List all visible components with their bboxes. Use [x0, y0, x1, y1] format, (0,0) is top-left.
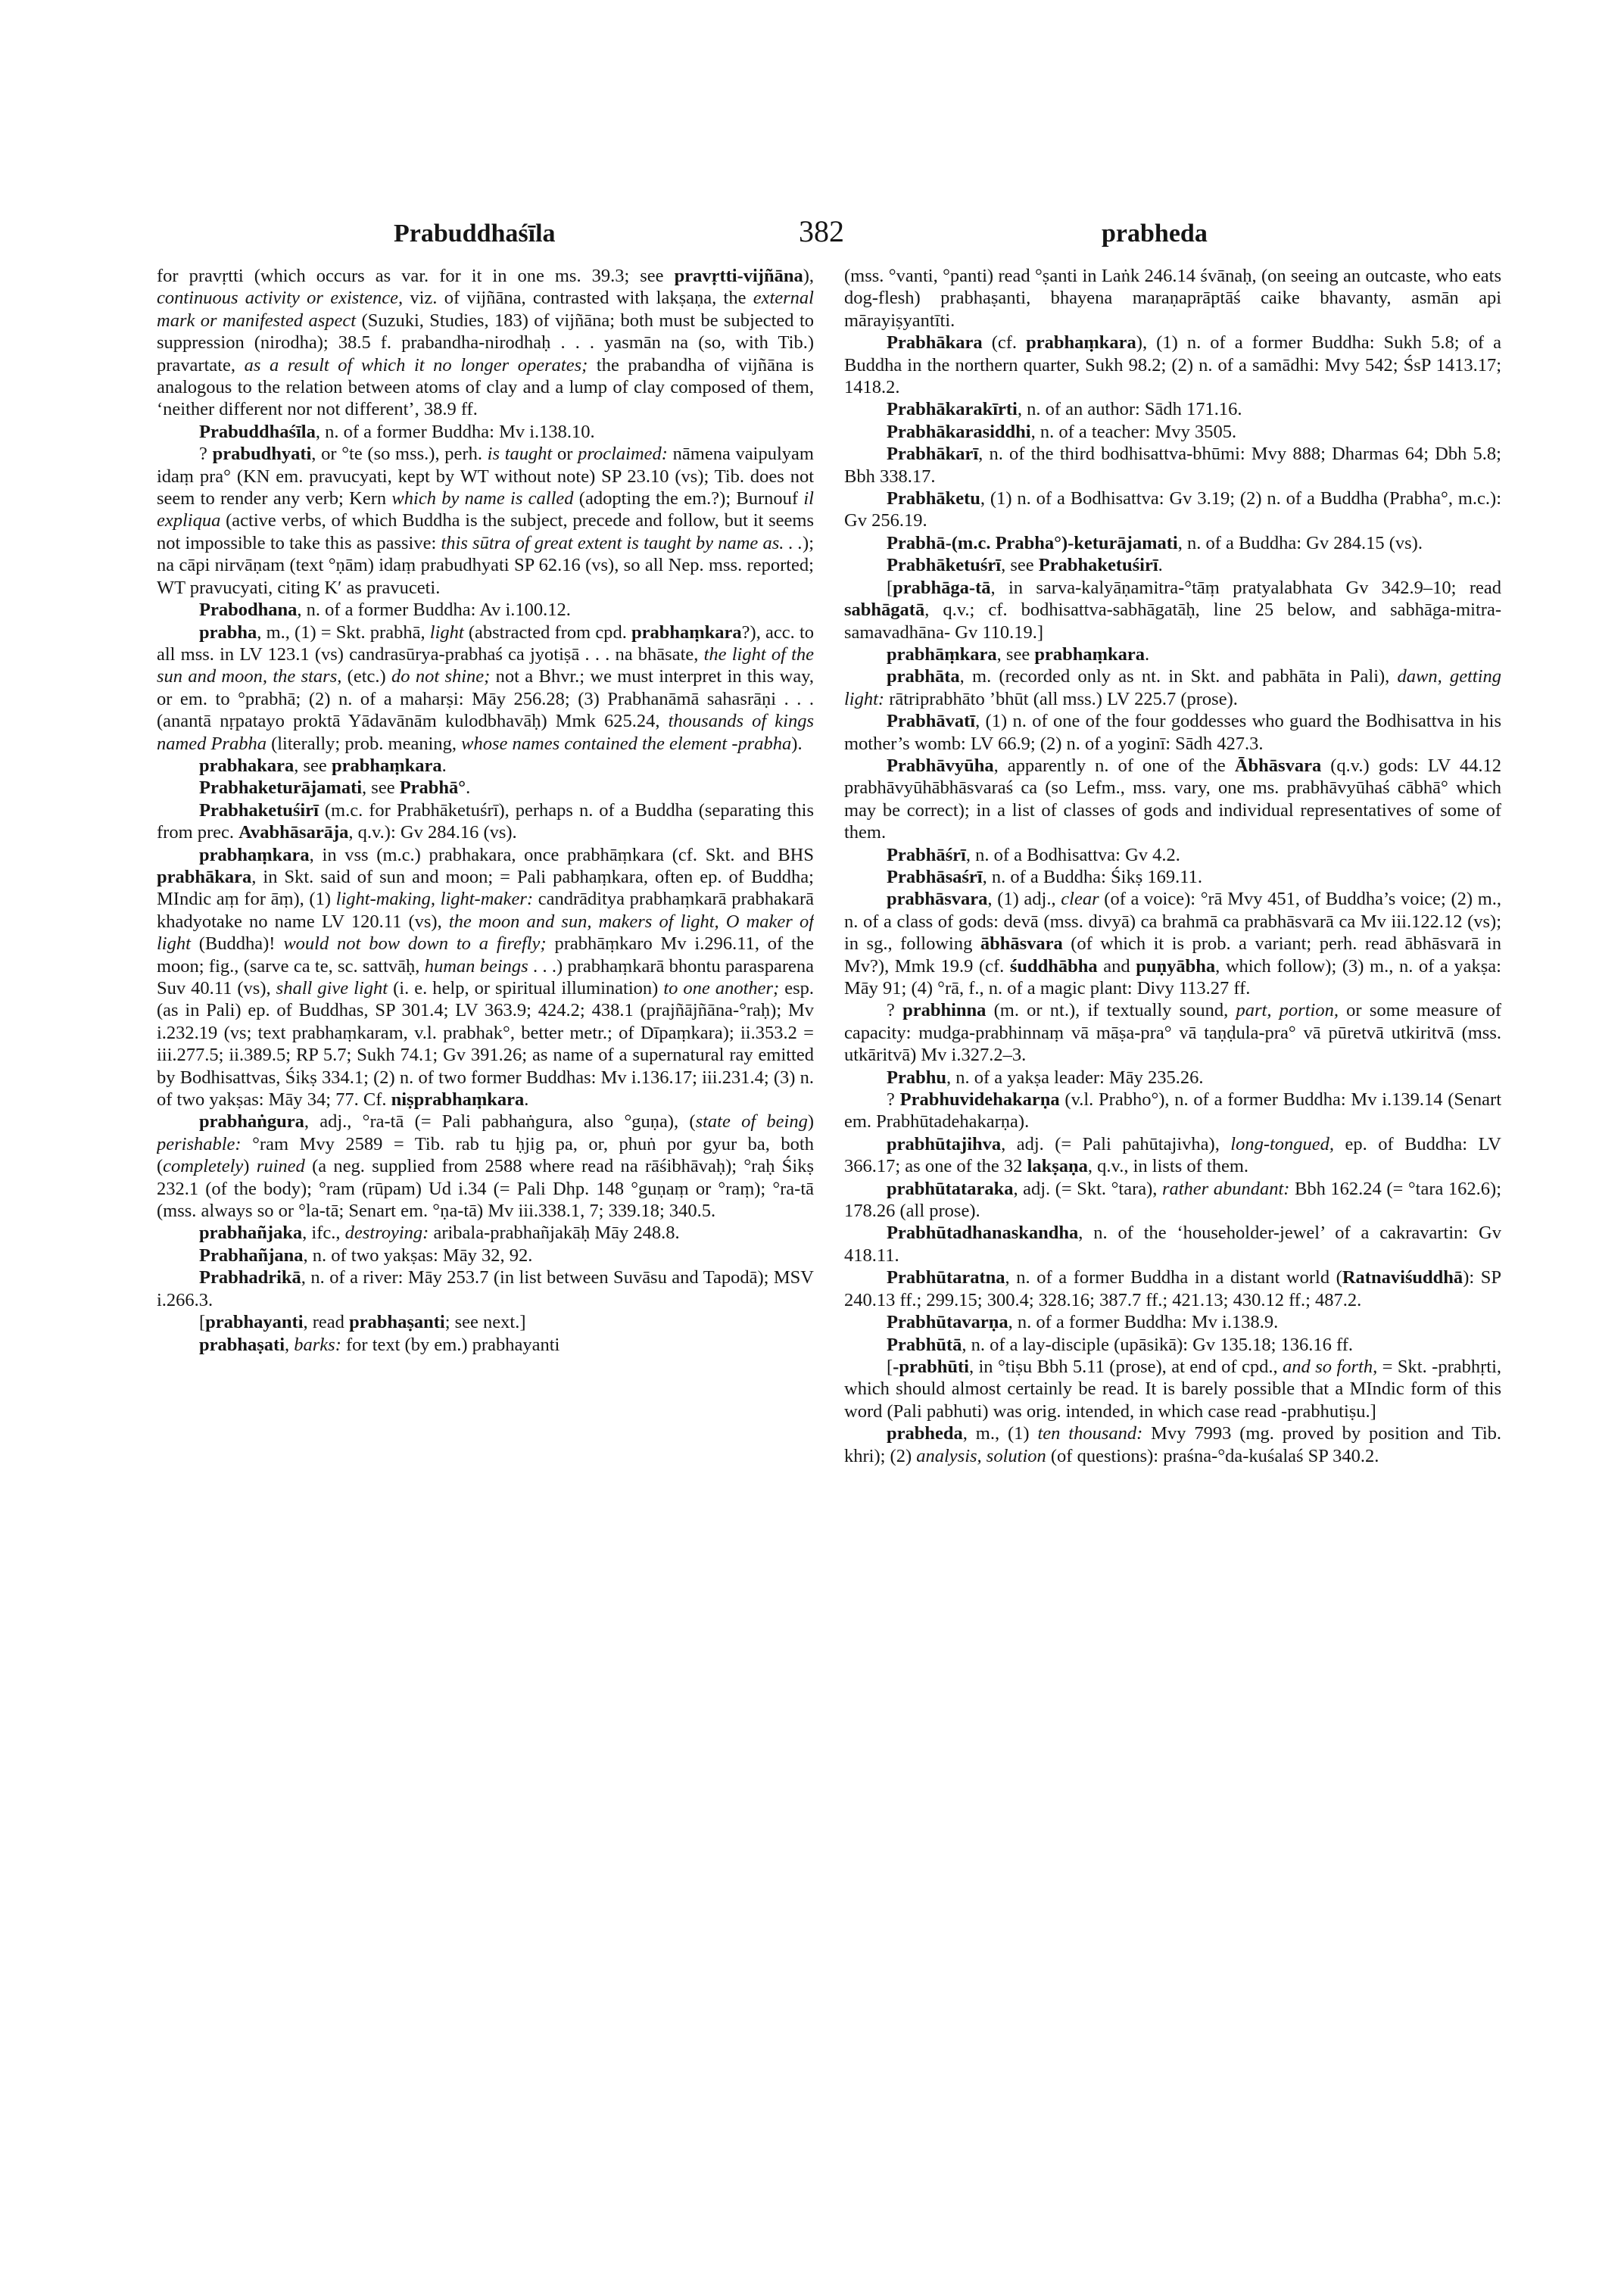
entry-text: or some measure of capacity: mudga-prabhinnaṃ vā māṣa-pra° vā taṇḍula-pra° vā pūretvā utkiritvā (mss. utkāritvā) Mv i.327.2–3.	[844, 1000, 1501, 1066]
entry-text: , in vss (m.c.) prabhakara, once prabhāṃkara (cf. Skt. and BHS	[309, 844, 814, 865]
headword: Prabhaketurājamati	[199, 777, 363, 799]
headword: Prabhāsaśrī	[887, 866, 983, 887]
entry-text: (literally; prob. meaning,	[266, 733, 462, 754]
dictionary-entry	[844, 866, 1501, 888]
entry-text: (cf.	[982, 332, 1027, 354]
entry-text: , in Skt. said of sun and moon; = Pali pabhaṃkara, often ep. of Buddha; MIndic aṃ for āṃ), (1)	[157, 866, 814, 910]
entry-text: ?	[887, 1000, 903, 1021]
headword: Prabhu	[887, 1067, 946, 1088]
headword: Prabhañjana	[199, 1245, 304, 1266]
italic-gloss: human beings	[424, 955, 528, 977]
entry-text: , adj. (= Pali pahūtajivha),	[1001, 1133, 1231, 1154]
headword: prabheda	[887, 1423, 963, 1444]
headword: prabhaṣati	[199, 1334, 285, 1355]
left-guide-word: Prabuddhaśīla	[394, 220, 556, 248]
headword: Prabhūtavarṇa	[887, 1312, 1008, 1333]
entry-text: ,	[285, 1334, 295, 1355]
italic-gloss: long-tongued,	[1230, 1133, 1335, 1154]
entry-text: , n. of the ‘householder-jewel’ of a cakravartin: Gv 418.11.	[844, 1223, 1501, 1266]
dictionary-entry	[157, 1245, 814, 1266]
entry-text: .	[441, 755, 447, 776]
entry-text: , in sarva-kalyāṇamitra-°tāṃ pratyalabhata Gv 342.9–10; read	[990, 577, 1501, 598]
entry-text: , m., (1) = Skt. prabhā,	[257, 622, 430, 643]
entry-text: or	[552, 444, 578, 465]
entry-text: , q.v.): Gv 284.16 (vs).	[348, 822, 517, 843]
page-number: 382	[799, 214, 844, 248]
entry-text: = Skt. -prabhṛti, which should almost certainly be read. It is barely possible that a MIndic form of this word (Pali pabhuti) was orig. intended, in which case read -prabhutiṣu.]	[844, 1356, 1501, 1422]
continued-entry	[844, 265, 1501, 332]
dictionary-entry	[157, 844, 814, 1111]
entry-text: , n. of a river: Māy 253.7 (in list between Suvāsu and Tapodā); MSV i.266.3.	[157, 1267, 814, 1310]
headword: Ratnaviśuddhā	[1342, 1267, 1463, 1288]
italic-gloss: ten thousand:	[1037, 1423, 1143, 1444]
entry-text: (abstracted from cpd.	[463, 622, 631, 643]
dictionary-entry	[844, 999, 1501, 1066]
entry-text: [	[887, 1356, 893, 1377]
entry-text: °ram Mvy 2589 = Tib. rab tu ḥjig pa, or, phuṅ por gyur ba, both (	[157, 1133, 814, 1177]
entry-text: .	[466, 777, 471, 799]
entry-text: , read	[303, 1312, 350, 1333]
entry-text: , or °te (so mss.), perh.	[311, 444, 488, 465]
dictionary-entry	[844, 1089, 1501, 1133]
italic-gloss: continuous activity or existence,	[157, 288, 404, 309]
dictionary-entry	[157, 1111, 814, 1222]
headword: prabudhyati	[212, 444, 312, 465]
headword: Prabhāketuśrī	[887, 555, 1002, 576]
dictionary-entry	[844, 1311, 1501, 1333]
italic-gloss: and so forth,	[1283, 1356, 1378, 1377]
italic-gloss: do not shine;	[391, 666, 491, 687]
dictionary-entry	[844, 1356, 1501, 1422]
dictionary-entry	[844, 532, 1501, 554]
entry-text: (of which it is prob. a variant; perh. read ābhāsvarā in Mv?), Mmk 19.9 (cf.	[844, 933, 1501, 977]
italic-gloss: clear	[1061, 889, 1099, 910]
italic-gloss: the light of the sun and moon, the stars,	[157, 643, 814, 687]
italic-gloss: destroying:	[344, 1223, 429, 1244]
entry-text: , (1) adj.,	[987, 889, 1061, 910]
dictionary-entry	[157, 1334, 814, 1356]
dictionary-entry	[844, 665, 1501, 710]
headword: Prabuddhaśīla	[199, 421, 316, 442]
headword: Ābhāsvara	[1234, 755, 1322, 776]
headword: prabhāta	[887, 666, 960, 687]
entry-text: ),	[803, 266, 814, 286]
headword: Prabhā°	[399, 777, 466, 799]
dictionary-entry	[157, 622, 814, 755]
headword: Prabhūtaratna	[887, 1267, 1005, 1288]
headword: prabhaṣanti	[349, 1312, 445, 1333]
entry-text: , adj., °ra-tā (= Pali pabhaṅgura, also °guṇa), (	[304, 1111, 696, 1132]
entry-text: ).	[791, 733, 803, 754]
entry-text: ); na cāpi nirvāṇam (text °ṇām) idaṃ prabudhyati SP 62.16 (vs), so all Nep. mss. reported; WT pravucyati, citing K′ as pravuceti.	[157, 532, 814, 598]
entry-text: , n. of a teacher: Mvy 3505.	[1030, 421, 1237, 442]
entry-text: (adopting the em.?); Burnouf	[573, 488, 804, 509]
entry-text: , q.v.; cf. bodhisattva-sabhāgatāḥ, line 25 below, and sabhāga-mitra-samavadhāna- Gv 110.19.]	[844, 600, 1501, 643]
entry-text: , ifc.,	[302, 1223, 345, 1244]
italic-gloss: to one another;	[663, 978, 780, 999]
entry-text: ; see next.]	[444, 1312, 526, 1333]
italic-gloss: light-making, light-maker:	[335, 889, 534, 910]
dictionary-entry	[157, 1266, 814, 1311]
entry-text: (m. or nt.), if textually sound,	[986, 1000, 1236, 1021]
dictionary-entry	[844, 443, 1501, 488]
entry-text: , n. of a former Buddha: Mv i.138.10.	[315, 421, 595, 442]
headword: prabhaṅgura	[199, 1111, 304, 1132]
dictionary-entry	[844, 888, 1501, 999]
entry-text: , m. (recorded only as nt. in Skt. and pabhāta in Pali),	[959, 666, 1398, 687]
entry-text: , (1) n. of a Bodhisattva: Gv 3.19; (2) n. of a Buddha (Prabha°, m.c.): Gv 256.19.	[844, 488, 1501, 531]
headword: Avabhāsarāja	[238, 822, 349, 843]
entry-text: , in °tiṣu Bbh 5.11 (prose), at end of cpd.,	[968, 1356, 1283, 1377]
dictionary-entry	[844, 844, 1501, 866]
entry-text: not a Bhvr.; we must interpret in this way, or em. to °prabhā; (2) n. of a maharṣi: Māy 256.28; (3) Prabhanāmā sahasrāṇi . . . (anantā nṛpatayo proktā Yādavānām kulodbhavāḥ) Mmk 625.24,	[157, 666, 814, 732]
headword: ābhāsvara	[980, 933, 1063, 955]
headword: Prabhūtā	[887, 1334, 962, 1355]
headword: Prabhākarasiddhi	[887, 421, 1031, 442]
italic-gloss: as a result of which it no longer operates;	[244, 354, 588, 375]
entry-text: )	[807, 1111, 814, 1132]
italic-gloss: shall give light	[276, 978, 388, 999]
headword: puṇyābha	[1136, 955, 1216, 977]
dictionary-entry	[157, 1222, 814, 1244]
dictionary-entry	[844, 1178, 1501, 1223]
entry-text: Mvy 7993 (mg. proved by position and Tib. khri); (2)	[844, 1423, 1501, 1466]
italic-gloss: is taught	[487, 444, 553, 465]
headword: prabhinna	[902, 1000, 987, 1021]
italic-gloss: perishable:	[157, 1133, 242, 1154]
headword: Prabhāvyūha	[887, 755, 994, 776]
italic-gloss: completely	[163, 1156, 244, 1177]
italic-gloss: the moon and sun, makers of light, O maker of light	[157, 911, 814, 955]
entry-text: [	[199, 1312, 206, 1333]
dictionary-entry	[157, 799, 814, 844]
headword: Prabhadrikā	[199, 1267, 301, 1288]
entry-text: , (1) n. of one of the four goddesses who guard the Bodhisattva in his mother’s womb: LV 66.9; (2) n. of a yoginī: Sādh 427.3.	[844, 711, 1501, 754]
entry-text: and	[1097, 955, 1136, 977]
italic-gloss: barks:	[294, 1334, 341, 1355]
headword: prabhāṃkara	[887, 643, 997, 665]
italic-gloss: ruined	[256, 1156, 305, 1177]
right-guide-word: prabheda	[1102, 220, 1208, 248]
entry-text: . . .) prabhaṃkarā bhontu parasparena Suv 40.11 (vs),	[157, 955, 814, 999]
entry-text: .	[524, 1089, 529, 1111]
entry-text: , which follow); (3) m., n. of a yakṣa: Māy 91; (4) °rā, f., n. of a magic plant: Divy 113.27 ff.	[844, 955, 1501, 999]
headword: Prabhākarī	[887, 444, 979, 465]
dictionary-entry	[844, 332, 1501, 398]
dictionary-entry	[844, 1266, 1501, 1311]
headword: prabhāsvara	[887, 889, 988, 910]
entry-text: ?), acc. to all mss. in LV 123.1 (vs) candrasūrya-prabhaś ca jyotiṣā . . . na bhāsate,	[157, 622, 814, 665]
dictionary-entry	[844, 1133, 1501, 1178]
headword: Prabodhana	[199, 600, 298, 621]
entry-text: , n. of the third bodhisattva-bhūmi: Mvy 888; Dharmas 64; Dbh 5.8; Bbh 338.17.	[844, 444, 1501, 487]
entry-text: (a neg. supplied from 2588 where read na rāśibhāvaḥ); °raḥ Śikṣ 232.1 (of the body); °ram (rūpam) Ud i.34 (= Pali Dhp. 148 °guṇaṃ or °raṃ); °ra-tā (mss. always so or °la-tā; Senart em. °ṇa-tā) Mv iii.338.1, 7; 339.18; 340.5.	[157, 1156, 814, 1222]
entry-text: , n. of a Bodhisattva: Gv 4.2.	[965, 844, 1180, 865]
headword: Prabhuvidehakarṇa	[899, 1089, 1060, 1111]
headword: prabhañjaka	[199, 1223, 303, 1244]
entry-text: ?	[199, 444, 213, 465]
entry-text: , n. of a lay-disciple (upāsikā): Gv 135.18; 136.16 ff.	[962, 1334, 1354, 1355]
italic-gloss: il expliqua	[157, 488, 814, 531]
entry-text: Bbh 162.24 (= °tara 162.6); 178.26 (all prose).	[844, 1178, 1501, 1222]
headword: prabhaṃkara	[1026, 332, 1136, 354]
italic-gloss: external mark or manifested aspect	[157, 288, 814, 331]
dictionary-entry	[157, 421, 814, 443]
entry-text: (Suzuki, Studies, 183) of vijñāna; both must be subjected to suppression (nirodha); 38.5 f. prabandha-nirodhaḥ . . . yasmān na (so, with Tib.) pravartate,	[157, 310, 814, 375]
headword: niṣprabhaṃkara	[391, 1089, 525, 1111]
dictionary-entry	[844, 1422, 1501, 1467]
italic-gloss: which by name is called	[391, 488, 574, 509]
headword: sabhāgatā	[844, 600, 925, 621]
italic-gloss: would not bow down to a firefly;	[283, 933, 547, 955]
entry-text: ): SP 240.13 ff.; 299.15; 300.4; 328.16; 387.7 ff.; 421.13; 430.12 ff.; 487.2.	[844, 1267, 1501, 1310]
entry-text: )	[243, 1156, 257, 1177]
dictionary-entry	[844, 1067, 1501, 1089]
entry-text: candrāditya prabhaṃkarā prabhakarā khadyotake no name LV 120.11 (vs),	[157, 889, 814, 932]
dictionary-entry	[844, 421, 1501, 443]
headword: prabhāga-tā	[893, 577, 991, 598]
headword: prabhakara	[199, 755, 295, 776]
entry-text: , q.v., in lists of them.	[1087, 1156, 1249, 1177]
italic-gloss: light	[429, 622, 464, 643]
entry-text: , n. of a yakṣa leader: Māy 235.26.	[946, 1067, 1204, 1088]
entry-text: the prabandha of vijñāna is analogous to the relation between atoms of clay and a lump of clay composed of them, ‘neither different nor not different’, 38.9 ff.	[157, 354, 814, 420]
headword: lakṣaṇa	[1027, 1156, 1088, 1177]
entry-text: .	[1145, 643, 1150, 665]
headword: prabha	[199, 622, 257, 643]
entry-text: (q.v.) gods: LV 44.12 prabhāvyūhābhāsvaraś ca (so Lefm., mss. vary, one ms. prabhāvyūhaś cābhā° which may be correct); in a list of classes of gods and individual representatives of some of them.	[844, 755, 1501, 843]
entry-text: viz. of vijñāna, contrasted with lakṣaṇa, the	[403, 288, 753, 309]
entry-text: ), (1) n. of a former Buddha: Sukh 5.8; of a Buddha in the northern quarter, Sukh 98.2; (2) n. of a samādhi: Mvy 542; ŚsP 1413.17; 1418.2.	[844, 332, 1501, 398]
entry-text: (of a voice): °rā Mvy 451, of Buddha’s voice; (2) m., n. of a class of gods: devā (mss. divyā) ca brahmā ca prabhāsvarā ca Mv iii.122.12 (vs); in sg., following	[844, 889, 1501, 955]
headword: Prabhāvatī	[887, 711, 976, 732]
entry-text: prabhāṃkaro Mv i.296.11, of the moon; fig., (sarve ca te, sc. sattvāḥ,	[157, 933, 814, 977]
entry-text: (v.l. Prabho°), n. of a former Buddha: Mv i.139.14 (Senart em. Prabhūtadehakarṇa).	[844, 1089, 1501, 1132]
dictionary-entry	[844, 710, 1501, 755]
headword: prabhūtajihva	[887, 1133, 1002, 1154]
entry-text: , m., (1)	[962, 1423, 1038, 1444]
headword: śuddhābha	[1009, 955, 1098, 977]
entry-text: .	[1158, 555, 1163, 576]
entry-text: rātriprabhāto ’bhūt (all mss.) LV 225.7 (prose).	[884, 688, 1238, 709]
entry-text: , apparently n. of one of the	[993, 755, 1235, 776]
entry-text: , see	[362, 777, 400, 799]
dictionary-entry	[844, 398, 1501, 420]
headword: prabhaṃkara	[1034, 643, 1146, 665]
entry-text: for text (by em.) prabhayanti	[341, 1334, 560, 1355]
continued-entry	[157, 265, 814, 421]
dictionary-entry	[844, 488, 1501, 532]
entry-text: (active verbs, of which Buddha is the subject, precede and follow, but it seems not impossible to take this as passive:	[157, 510, 814, 553]
headword: -prabhūti	[893, 1356, 969, 1377]
entry-text: (m.c. for Prabhāketuśrī), perhaps n. of a Buddha (separating this from prec.	[157, 799, 814, 843]
headword: Prabhākarakīrti	[887, 399, 1018, 420]
dictionary-entry	[157, 755, 814, 777]
headword: prabhayanti	[205, 1312, 304, 1333]
dictionary-entry	[157, 599, 814, 621]
entry-text: , n. of a Buddha: Gv 284.15 (vs).	[1177, 532, 1423, 553]
italic-gloss: thousands of kings named Prabha	[157, 711, 814, 754]
headword: Prabhāketu	[887, 488, 980, 509]
headword: prabhaṃkara	[631, 622, 742, 643]
entry-text: aribala-prabhañjakāḥ Māy 248.8.	[429, 1223, 680, 1244]
entry-text: , n. of a Buddha: Śikṣ 169.11.	[982, 866, 1202, 887]
entry-text: esp. (as in Pali) ep. of Buddhas, SP 301.4; LV 363.9; 424.2; 438.1 (prajñājñāna-°raḥ); Mv i.232.19 (vs; text prabhaṃkaram, v.l. prabhak°, better metr.; of Dīpaṃkara); ii.353.2 = iii.277.5; ii.389.5; RP 5.7; Sukh 74.1; Gv 391.26; as name of a supernatural ray emitted by Bodhisattvas, Śikṣ 334.1; (2) n. of two former Buddhas: Mv i.136.17; iii.231.4; (3) n. of two yakṣas: Māy 34; 77. Cf.	[157, 978, 814, 1111]
headword: Prabhā-(m.c. Prabha°)-keturājamati	[887, 532, 1178, 553]
entry-text: (etc.)	[341, 666, 391, 687]
entry-text: , n. of a former Buddha: Mv i.138.9.	[1008, 1312, 1279, 1333]
italic-gloss: proclaimed:	[578, 444, 668, 465]
headword: Prabhaketuśirī	[1038, 555, 1158, 576]
dictionary-entry	[157, 777, 814, 799]
headword: prabhaṃkara	[331, 755, 442, 776]
italic-gloss: dawn, getting light:	[844, 666, 1501, 709]
dictionary-entry	[844, 1334, 1501, 1356]
italic-gloss: state of being	[695, 1111, 808, 1132]
entry-text: , n. of two yakṣas: Māy 32, 92.	[303, 1245, 533, 1266]
headword: prabhūtataraka	[887, 1178, 1014, 1199]
headword: prabhaṃkara	[199, 844, 310, 865]
dictionary-entry	[844, 554, 1501, 576]
entry-text: (mss. °vanti, °panti) read °ṣanti in Laṅk 246.14 śvānaḥ, (on seeing an outcaste, who eats dog-flesh) prabhaṣanti, bhayena maraṇaprāptāś caike bhavanty, asmān api mārayiṣyantīti.	[844, 266, 1501, 331]
entry-text: , see	[996, 643, 1035, 665]
headword: Prabhākara	[887, 332, 983, 354]
entry-text: ?	[887, 1089, 900, 1111]
entry-text: , n. of an author: Sādh 171.16.	[1017, 399, 1242, 420]
italic-gloss: rather abundant:	[1161, 1178, 1290, 1199]
entry-text: ep. of Buddha: LV 366.17; as one of the 32	[844, 1133, 1501, 1177]
headword: Prabhāśrī	[887, 844, 966, 865]
italic-gloss: part, portion,	[1236, 1000, 1339, 1021]
entry-text: (i. e. help, or spiritual illumination)	[388, 978, 664, 999]
entry-text: , see	[1001, 555, 1039, 576]
italic-gloss: whose names contained the element -prabha	[461, 733, 792, 754]
dictionary-entry	[844, 577, 1501, 643]
right-column	[844, 265, 1501, 2233]
entry-text: , n. of a former Buddha in a distant world (	[1005, 1267, 1342, 1288]
headword: prabhākara	[157, 866, 252, 887]
entry-text: for pravṛtti (which occurs as var. for it in one ms. 39.3; see	[157, 266, 675, 286]
italic-gloss: this sūtra of great extent is taught by name as. . .	[441, 532, 803, 553]
dictionary-entry	[157, 443, 814, 599]
entry-text: nāmena vaipulyam idaṃ pra° (KN em. pravucyati, kept by WT without note) SP 23.10 (vs); Tib. does not seem to render any verb; Kern	[157, 444, 814, 509]
dictionary-entry	[844, 1222, 1501, 1266]
entry-text: (Buddha)!	[190, 933, 284, 955]
dictionary-entry	[157, 1311, 814, 1333]
entry-text: , adj. (= Skt. °tara),	[1013, 1178, 1162, 1199]
dictionary-entry	[844, 755, 1501, 844]
entry-text: , n. of a former Buddha: Av i.100.12.	[297, 600, 571, 621]
left-column	[157, 265, 814, 2233]
entry-text: , see	[294, 755, 332, 776]
italic-gloss: analysis, solution	[916, 1445, 1046, 1466]
entry-text: [	[887, 577, 893, 598]
headword: Prabhūtadhanaskandha	[887, 1223, 1079, 1244]
headword: Prabhaketuśirī	[199, 799, 319, 821]
entry-text: (of questions): praśna-°da-kuśalaś SP 340.2.	[1046, 1445, 1379, 1466]
dictionary-entry	[844, 643, 1501, 665]
headword: pravṛtti-vijñāna	[674, 266, 803, 286]
